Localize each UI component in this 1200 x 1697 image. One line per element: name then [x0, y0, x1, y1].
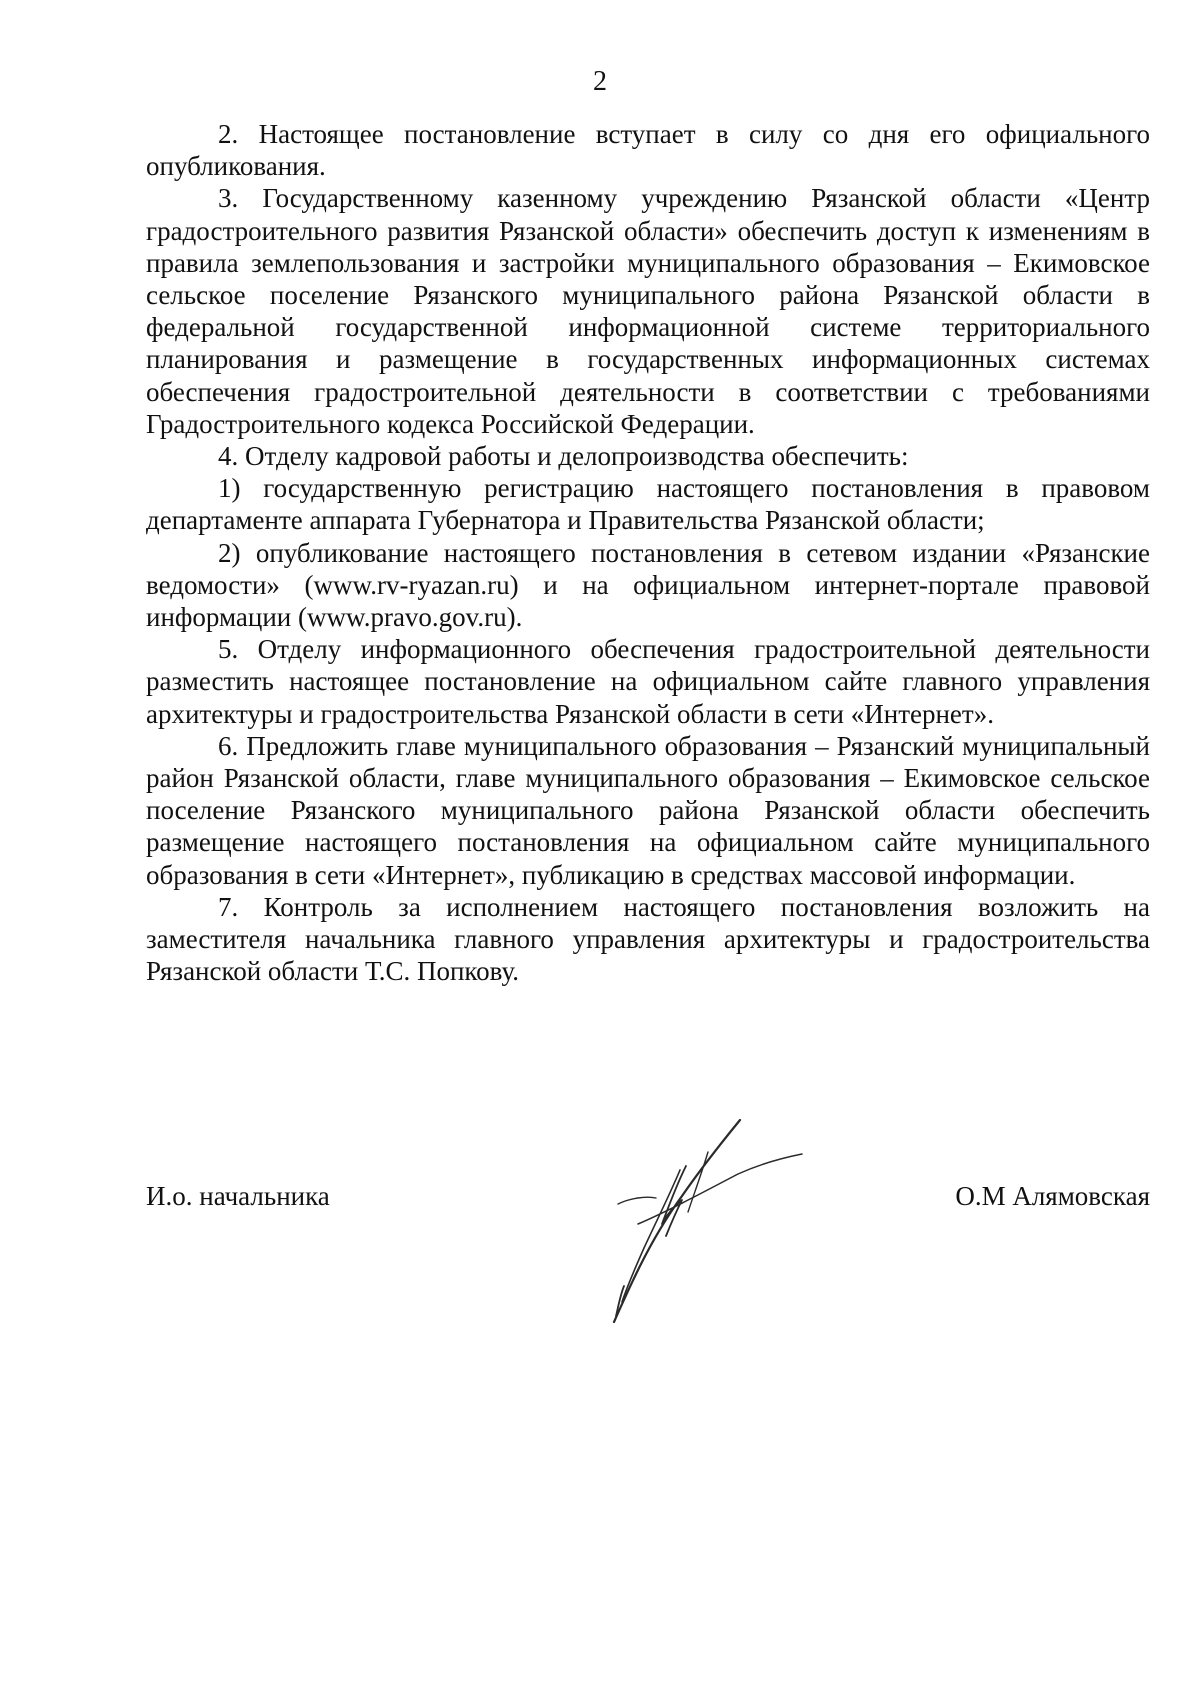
- paragraph-4: 4. Отделу кадровой работы и делопроизводства обеспечить:: [218, 441, 909, 472]
- paragraph-4-item-2: 2) опубликование настоящего постановления в сетевом издании «Рязанские ведомости» (www.rv-ryazan.ru) и на официальном интернет-портале правовой информации (www.pravo.gov.ru).: [146, 537, 1150, 633]
- paragraph-6: 6. Предложить главе муниципального образования – Рязанский муниципальный район Рязанской области, главе муниципального образования – Екимовское сельское поселение Рязанского муниципального района Рязанской области обеспечить размещение настоящего постановления на официальном сайте муниципального образования в сети «Интернет», публикацию в средствах массовой информации.: [146, 730, 1150, 890]
- paragraph-4-item-1: 1) государственную регистрацию настоящего постановления в правовом департаменте аппарата Губернатора и Правительства Рязанской области;: [146, 473, 1150, 536]
- paragraph-3: 3. Государственному казенному учреждению Рязанской области «Центр градостроительного развития Рязанской области» обеспечить доступ к изменениям в правила землепользования и застройки муниципального образования – Екимовское сельское поселение Рязанского муниципального района Рязанской области в федеральной государственной информационной системе территориального планирования и размещение в государственных информационных системах обеспечения градостроительной деятельности в соответствии с требованиями Градостроительного кодекса Российской Федерации.: [146, 183, 1150, 439]
- signer-position: И.о. начальника: [146, 1181, 330, 1211]
- paragraph-5: 5. Отделу информационного обеспечения градостроительной деятельности разместить настоящее постановление на официальном сайте главного управления архитектуры и градостроительства Рязанской области в сети «Интернет».: [146, 634, 1150, 729]
- signer-name: О.М Алямовская: [955, 1181, 1150, 1211]
- handwritten-signature: [590, 1112, 830, 1332]
- paragraph-2: 2. Настоящее постановление вступает в силу со дня его официального опубликования.: [146, 119, 1150, 182]
- paragraph-7: 7. Контроль за исполнением настоящего постановления возложить на заместителя начальника главного управления архитектуры и градостроительства Рязанской области Т.С. Попкову.: [146, 891, 1150, 987]
- document-body: [146, 118, 1150, 987]
- page-number: 2: [593, 66, 607, 97]
